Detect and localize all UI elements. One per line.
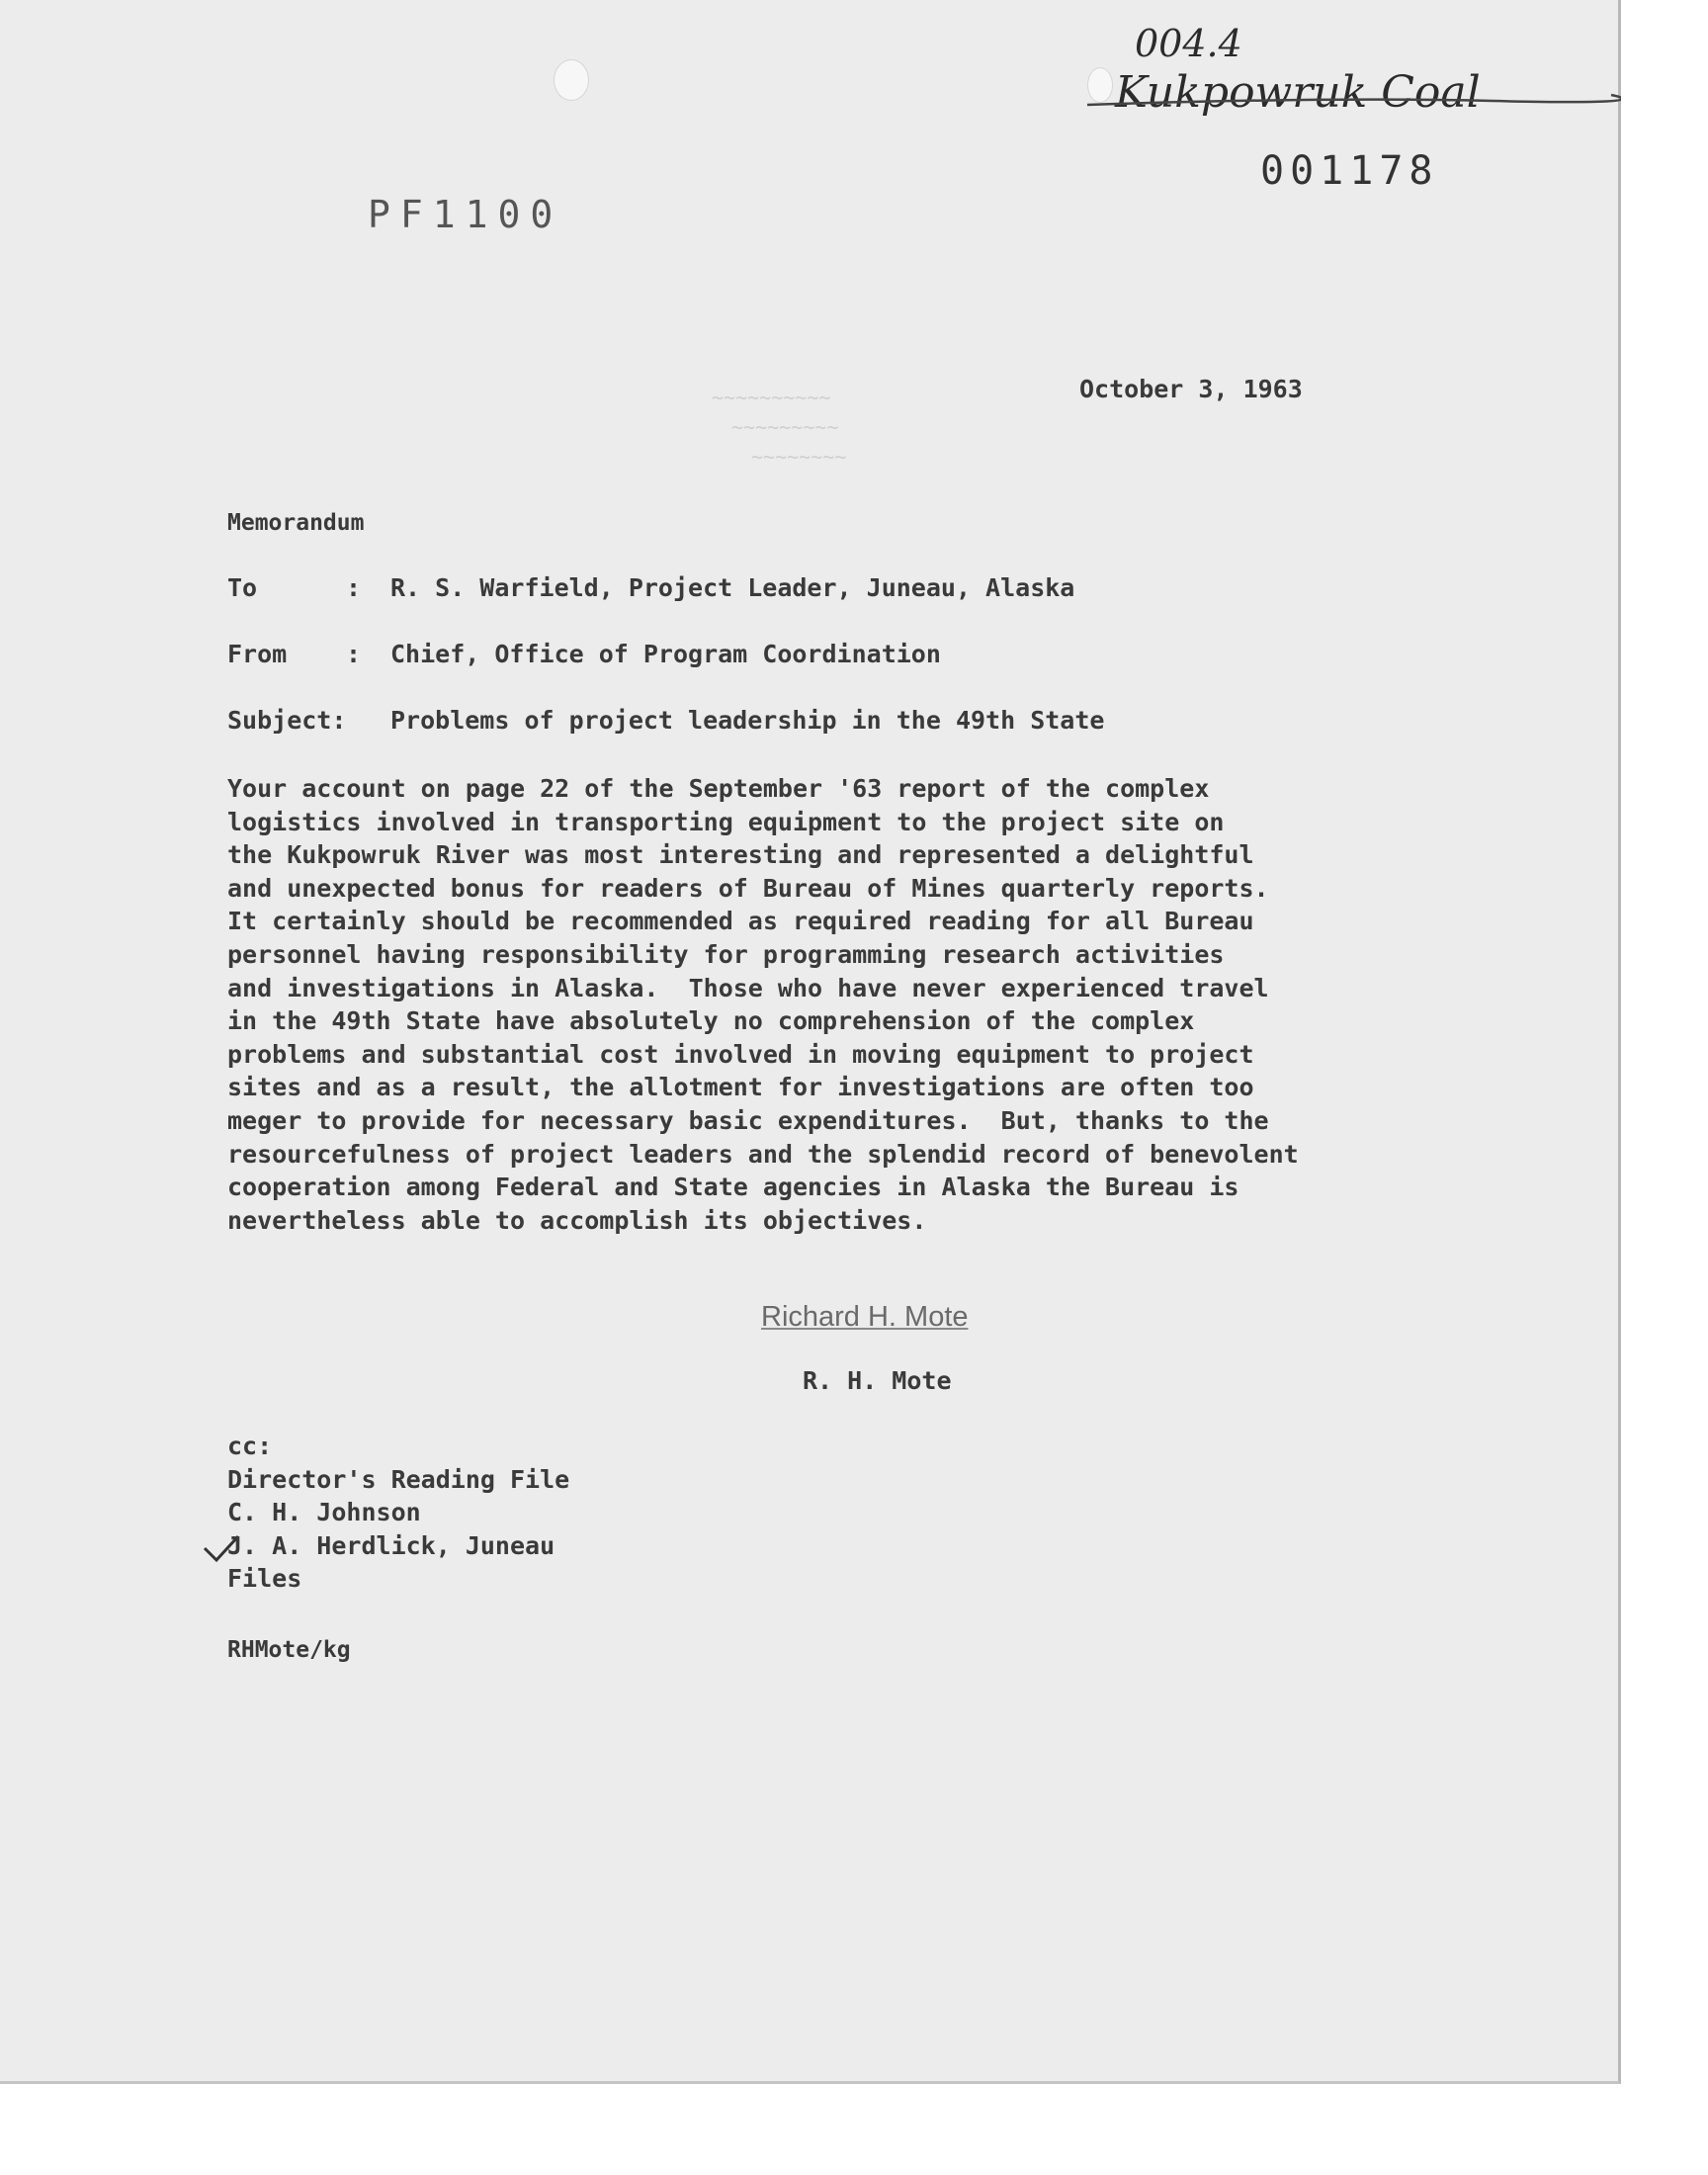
body-line: meger to provide for necessary basic expenditures. But, thanks to the <box>227 1105 1269 1135</box>
cc-item: C. H. Johnson <box>227 1498 421 1526</box>
bleed-through-mark: ~~~~~~~~~~ <box>712 386 831 409</box>
memo-date: October 3, 1963 <box>1079 375 1303 403</box>
punch-hole <box>554 59 589 101</box>
body-line: Your account on page 22 of the September '63 report of the complex <box>227 774 1210 803</box>
body-line: in the 49th State have absolutely no comprehension of the complex <box>227 1006 1195 1036</box>
to-colon: : <box>346 573 362 602</box>
typist-initials: RHMote/kg <box>227 1637 351 1663</box>
to-label: To <box>227 573 258 602</box>
body-line: sites and as a result, the allotment for investigations are often too <box>227 1073 1254 1102</box>
body-line: the Kukpowruk River was most interesting and represented a delightful <box>227 840 1254 870</box>
body-line: It certainly should be recommended as required reading for all Bureau <box>227 907 1254 936</box>
document-number-stamp: 001178 <box>1260 148 1439 194</box>
left-stamp: PF1100 <box>368 193 563 236</box>
memo-body <box>227 772 1433 1237</box>
cc-item: Director's Reading File <box>227 1465 570 1494</box>
body-line: and unexpected bonus for readers of Bureau of Mines quarterly reports. <box>227 873 1269 903</box>
pen-stroke-icon <box>1077 83 1621 113</box>
subject-value: Problems of project leadership in the 49th State <box>390 706 1105 735</box>
bleed-through-mark: ~~~~~~~~~ <box>731 415 839 439</box>
body-line: and investigations in Alaska. Those who have never experienced travel <box>227 973 1269 1002</box>
typed-signature: R. H. Mote <box>803 1366 952 1395</box>
to-value: R. S. Warfield, Project Leader, Juneau, Alaska <box>390 573 1075 602</box>
cc-item: Files <box>227 1564 302 1593</box>
body-line: resourcefulness of project leaders and the splendid record of benevolent <box>227 1139 1299 1169</box>
from-label: From <box>227 640 288 668</box>
handwritten-file-code: 004.4 <box>1135 22 1242 65</box>
subject-label: Subject: <box>227 706 347 735</box>
cc-item: J. A. Herdlick, Juneau <box>227 1531 555 1560</box>
body-line: problems and substantial cost involved in moving equipment to project <box>227 1039 1254 1069</box>
body-line: logistics involved in transporting equipment to the project site on <box>227 807 1225 836</box>
body-line: personnel having responsibility for programming research activities <box>227 939 1225 969</box>
bleed-through-mark: ~~~~~~~~ <box>751 445 847 469</box>
from-colon: : <box>346 640 362 668</box>
handwritten-subject-note: Kukpowruk Coal <box>1115 67 1481 118</box>
from-value: Chief, Office of Program Coordination <box>390 640 941 668</box>
body-line: nevertheless able to accomplish its objectives. <box>227 1205 927 1235</box>
signature-stamp: Richard H. Mote <box>761 1301 969 1333</box>
body-line: cooperation among Federal and State agencies in Alaska the Bureau is <box>227 1173 1239 1202</box>
memo-heading: Memorandum <box>227 510 365 536</box>
cc-label: cc: <box>227 1432 273 1460</box>
